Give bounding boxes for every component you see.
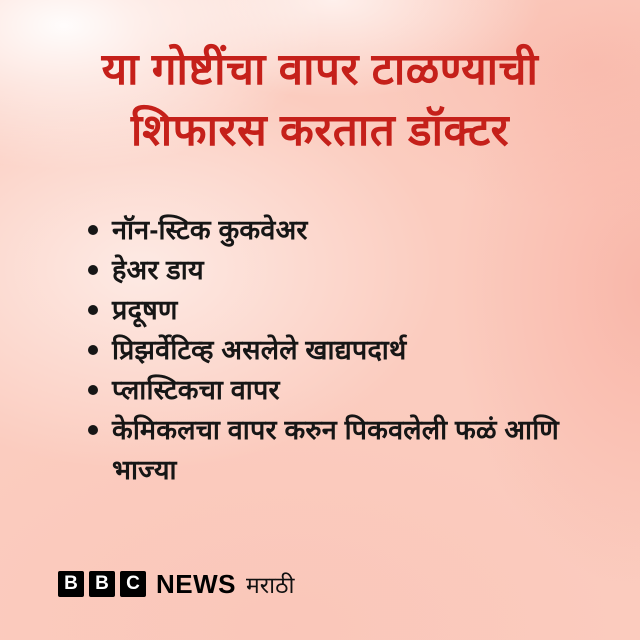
bullet-icon	[88, 265, 98, 275]
list-item	[86, 290, 582, 330]
list-item-label: हेअर डाय	[112, 255, 204, 285]
list-item-label: प्रदूषण	[112, 295, 178, 325]
headline-line-2: शिफारस करतात डॉक्टर	[130, 105, 510, 155]
list-item	[86, 370, 582, 410]
bullet-icon	[88, 345, 98, 355]
avoid-items-list	[86, 210, 582, 490]
list-item-label: प्लास्टिकचा वापर	[112, 375, 280, 405]
list-item	[86, 330, 582, 370]
list-item	[86, 210, 582, 250]
list-item	[86, 250, 582, 290]
bbc-news-label: NEWS	[156, 568, 236, 599]
bullet-icon	[88, 425, 98, 435]
bullet-icon	[88, 385, 98, 395]
list-item-label: केमिकलचा वापर करुन पिकवलेली फळं आणि भाज्या	[112, 415, 559, 485]
bbc-logo-block-b1: B	[58, 571, 84, 597]
bbc-logo-blocks	[58, 571, 146, 597]
headline-line-1: या गोष्टींचा वापर टाळण्याची	[101, 45, 539, 94]
bullet-icon	[88, 225, 98, 235]
list-item	[86, 410, 582, 490]
bbc-news-marathi-logo	[58, 568, 294, 600]
bullet-icon	[88, 305, 98, 315]
bbc-logo-block-b2: B	[89, 571, 115, 597]
bbc-logo-block-c: C	[120, 571, 146, 597]
list-item-label: प्रिझर्वेटिव्ह असलेले खाद्यपदार्थ	[112, 335, 407, 365]
bbc-language-label: मराठी	[246, 572, 295, 598]
page-title	[30, 40, 610, 161]
list-item-label: नॉन-स्टिक कुकवेअर	[112, 215, 308, 245]
